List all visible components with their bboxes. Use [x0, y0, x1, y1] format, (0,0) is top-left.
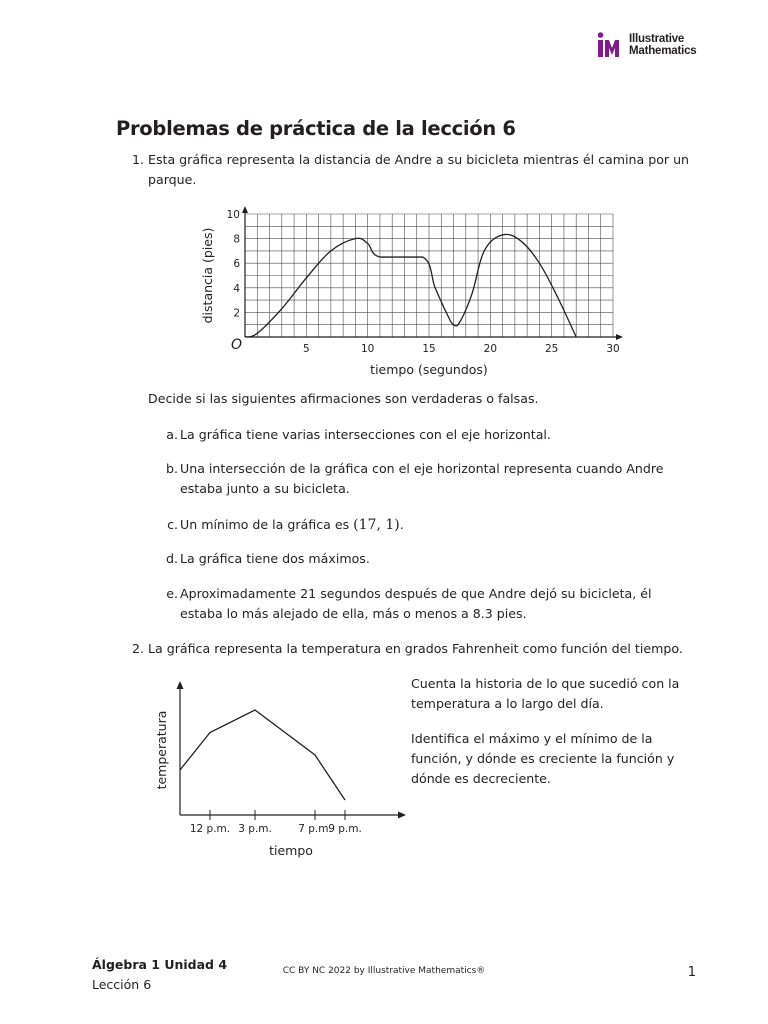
item-d-letter: d.	[166, 551, 178, 566]
page-number: 1	[687, 965, 696, 980]
illustrative-mathematics-logo	[598, 32, 708, 58]
temperature-time-chart	[150, 675, 420, 865]
chart1-x-axis-title: tiempo (segundos)	[370, 362, 488, 377]
chart1-x-tick-label: 20	[483, 343, 498, 355]
chart2-x-tick-label: 3 p.m.	[238, 823, 272, 835]
chart1-series-line	[245, 234, 576, 337]
chart1-x-tick-label: 30	[606, 343, 620, 355]
problem1-line1: Esta gráfica representa la distancia de Andre a su bicicleta mientras él camina por un	[148, 152, 690, 167]
chart1-x-tick-label: 10	[360, 343, 375, 355]
problem2-line1: La gráfica representa la temperatura en grados Fahrenheit como función del tiempo.	[148, 641, 683, 656]
chart1-y-tick-label: 2	[233, 307, 240, 320]
problem2-number: 2.	[131, 641, 144, 656]
item-c-letter: c.	[167, 517, 178, 532]
item-a-line1: La gráfica tiene varias intersecciones con el eje horizontal.	[180, 427, 551, 442]
problem2-para2-line2: función, y dónde es creciente la función y	[411, 751, 675, 766]
chart2-x-tick-label: 9 p.m.	[328, 823, 362, 835]
item-e-line2: estaba lo más alejado de ella, más o menos a 8.3 pies.	[180, 606, 527, 621]
item-c-after: .	[399, 517, 404, 532]
logo-wordmark	[629, 33, 696, 57]
item-b-letter: b.	[166, 461, 178, 476]
chart1-y-tick-label: 6	[233, 258, 240, 271]
chart1-x-tick-label: 25	[544, 343, 559, 355]
chart1-origin-label: O	[231, 337, 243, 353]
item-a-letter: a.	[166, 427, 178, 442]
chart2-y-axis-arrow	[177, 681, 184, 689]
logo-line2: Mathematics	[629, 45, 697, 57]
chart2-x-axis-title: tiempo	[269, 843, 313, 858]
item-e-line1: Aproximadamente 21 segundos después de que Andre dejó su bicicleta, él	[180, 586, 652, 601]
item-c-before: Un mínimo de la gráfica es	[180, 517, 354, 532]
item-b-line2: estaba junto a su bicicleta.	[180, 481, 350, 496]
chart1-x-tick-label: 5	[302, 343, 310, 355]
chart1-x-axis-arrow	[616, 334, 623, 340]
logo-line1: Illustrative	[629, 33, 685, 45]
chart1-y-tick-label: 4	[233, 282, 240, 295]
footer-license: CC BY NC 2022 by Illustrative Mathematics®	[282, 966, 486, 976]
item-d-line1: La gráfica tiene dos máximos.	[180, 551, 370, 566]
page-title: Problemas de práctica de la lección 6	[116, 117, 516, 140]
chart2-x-tick-label: 12 p.m.	[189, 823, 231, 835]
chart1-y-axis-title: distancia (pies)	[200, 227, 215, 324]
item-c-text	[180, 515, 404, 536]
chart2-x-tick-label: 7 p.m.	[298, 823, 332, 835]
item-e-letter: e.	[166, 586, 178, 601]
problem2-para1-line2: temperatura a lo largo del día.	[411, 696, 604, 711]
problem1-instruction: Decide si las siguientes afirmaciones son verdaderas o falsas.	[148, 391, 539, 406]
item-c-math: (17, 1)	[353, 517, 400, 533]
chart2-x-axis-arrow	[398, 812, 406, 819]
chart1-y-tick-label: 8	[233, 233, 240, 246]
chart1-x-tick-label: 15	[422, 343, 436, 355]
problem2-para1-line1: Cuenta la historia de lo que sucedió con la	[411, 676, 680, 691]
problem1-number: 1.	[131, 152, 144, 167]
problem1-line2: parque.	[148, 172, 197, 187]
im-logo-icon	[598, 32, 626, 58]
distance-time-chart	[190, 200, 640, 390]
chart2-y-axis-title: temperatura	[154, 710, 169, 790]
chart1-y-axis-arrow	[242, 206, 248, 213]
item-b-line1: Una intersección de la gráfica con el eje horizontal representa cuando Andre	[180, 461, 664, 476]
problem2-para2-line3: dónde es decreciente.	[411, 771, 551, 786]
footer-lesson: Lección 6	[92, 977, 152, 992]
problem2-para2-line1: Identifica el máximo y el mínimo de la	[411, 731, 653, 746]
chart1-y-tick-label: 10	[226, 209, 240, 221]
chart2-series-line	[180, 710, 345, 800]
footer-course: Álgebra 1 Unidad 4	[92, 957, 228, 972]
